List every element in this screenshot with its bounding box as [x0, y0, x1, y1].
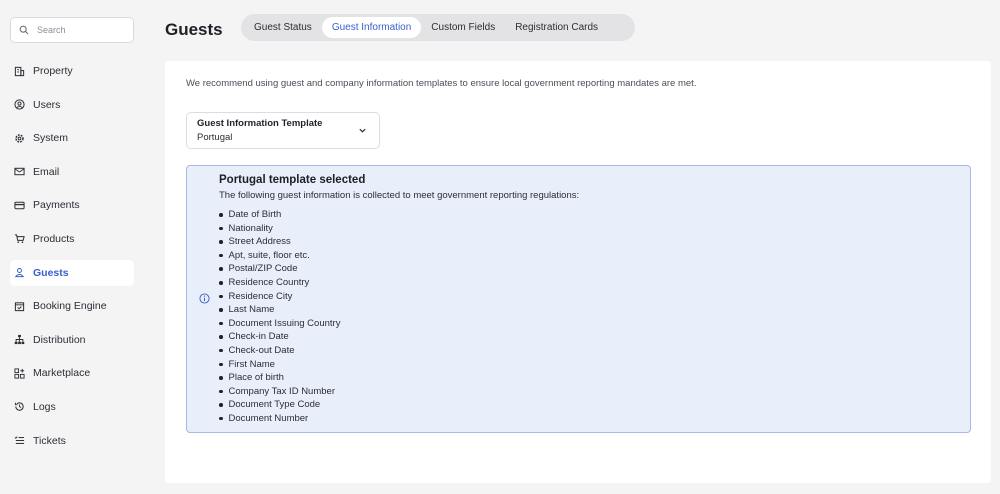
- network-icon: [13, 334, 25, 346]
- intro-text: We recommend using guest and company information templates to ensure local government reporting mandates are met.: [186, 78, 697, 89]
- search-icon: [19, 25, 29, 35]
- history-icon: [13, 401, 25, 413]
- list-item: Residence City: [219, 290, 340, 304]
- list-item: Last Name: [219, 303, 340, 317]
- gear-icon: [13, 132, 25, 144]
- list-item: Date of Birth: [219, 208, 340, 222]
- info-icon: [199, 293, 210, 304]
- sidebar-item-email[interactable]: [10, 159, 134, 185]
- tab-guest-status[interactable]: Guest Status: [254, 22, 312, 33]
- list-item: Document Issuing Country: [219, 317, 340, 331]
- sidebar-item-label: Guests: [33, 266, 69, 279]
- template-select[interactable]: [186, 112, 380, 149]
- sidebar-item-users[interactable]: [10, 92, 134, 118]
- sidebar-item-label: Marketplace: [33, 367, 91, 380]
- list-item: Nationality: [219, 222, 340, 236]
- list-item: Place of birth: [219, 371, 340, 385]
- sidebar-item-label: Email: [33, 165, 60, 178]
- template-select-label: Guest Information Template: [197, 118, 323, 129]
- search-placeholder: Search: [37, 25, 66, 35]
- user-circle-icon: [13, 99, 25, 111]
- person-icon: [13, 267, 25, 279]
- sidebar: [0, 0, 145, 494]
- building-icon: [13, 65, 25, 77]
- search-input[interactable]: [10, 17, 134, 43]
- sidebar-item-booking-engine[interactable]: [10, 293, 134, 319]
- sidebar-item-system[interactable]: [10, 125, 134, 151]
- list-item: Document Type Code: [219, 398, 340, 412]
- sidebar-item-label: Users: [33, 98, 61, 111]
- sidebar-item-property[interactable]: [10, 58, 134, 84]
- sidebar-nav: [10, 58, 134, 461]
- chevron-down-icon: [358, 126, 367, 135]
- field-list: [219, 208, 340, 426]
- list-item: Check-in Date: [219, 330, 340, 344]
- list-item: Street Address: [219, 235, 340, 249]
- tab-bar: [241, 14, 635, 41]
- sidebar-item-label: Booking Engine: [33, 300, 107, 313]
- tab-guest-information[interactable]: Guest Information: [322, 17, 421, 38]
- sidebar-item-guests[interactable]: [10, 260, 134, 286]
- template-select-value: Portugal: [197, 132, 233, 143]
- page-title: Guests: [165, 20, 223, 39]
- sidebar-item-label: Logs: [33, 400, 56, 413]
- sidebar-item-payments[interactable]: [10, 192, 134, 218]
- info-box-title: Portugal template selected: [219, 174, 366, 186]
- sidebar-item-marketplace[interactable]: [10, 360, 134, 386]
- tab-registration-cards[interactable]: Registration Cards: [515, 22, 599, 33]
- main-panel: [165, 61, 991, 483]
- cart-icon: [13, 233, 25, 245]
- sidebar-item-label: System: [33, 132, 69, 145]
- sidebar-item-label: Property: [33, 65, 73, 77]
- sidebar-item-label: Payments: [33, 199, 80, 212]
- list-item: First Name: [219, 358, 340, 372]
- tab-custom-fields[interactable]: Custom Fields: [431, 22, 496, 33]
- list-item: Residence Country: [219, 276, 340, 290]
- sidebar-item-label: Tickets: [33, 434, 66, 447]
- list-item: Check-out Date: [219, 344, 340, 358]
- grid-plus-icon: [13, 367, 25, 379]
- sidebar-item-products[interactable]: [10, 226, 134, 252]
- list-item: Postal/ZIP Code: [219, 262, 340, 276]
- list-item: Company Tax ID Number: [219, 385, 340, 399]
- credit-card-icon: [13, 199, 25, 211]
- sidebar-item-label: Distribution: [33, 333, 86, 346]
- sidebar-item-label: Products: [33, 232, 75, 245]
- sidebar-item-logs[interactable]: [10, 394, 134, 420]
- sidebar-item-distribution[interactable]: [10, 327, 134, 353]
- calendar-check-icon: [13, 300, 25, 312]
- info-box-description: The following guest information is collected to meet government reporting regulations:: [219, 190, 580, 201]
- envelope-icon: [13, 166, 25, 178]
- info-box: [186, 165, 971, 433]
- sidebar-item-tickets[interactable]: [10, 428, 134, 454]
- list-item: Apt, suite, floor etc.: [219, 249, 340, 263]
- list-item: Document Number: [219, 412, 340, 426]
- list-check-icon: [13, 435, 25, 447]
